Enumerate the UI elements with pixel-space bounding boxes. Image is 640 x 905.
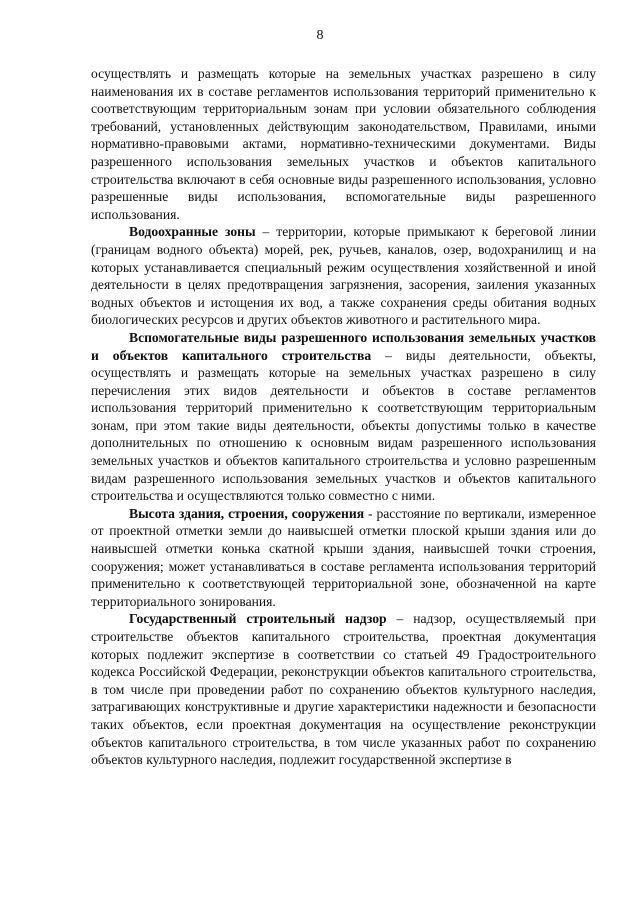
paragraph-term: Вспомогательные виды разрешенного использования земельных участков и объектов капитального строительства xyxy=(91,329,596,363)
paragraph-text: – виды деятельности, объекты, осуществлять и размещать которые на земельных участках разрешено в силу перечисления этих видов деятельности и объектов в составе регламентов использования территорий применительно к соответствующим территориальным зонам, при этом такие виды деятельности, объекты допустимы только в качестве дополнительных по отношению к основным видам разрешенного использования земельных участков и объектов капитального строительства и условно разрешенным видам разрешенного использования земельных участков и объектов капитального строительства и осуществляются только совместно с ними. xyxy=(91,347,597,504)
paragraph-building-height xyxy=(91,505,596,611)
paragraph-term: Водоохранные зоны xyxy=(129,224,256,240)
paragraph-continuation xyxy=(91,65,596,223)
paragraph-water-protection-zones xyxy=(91,223,596,329)
paragraph-text: – территории, которые примыкают к береговой линии (границам водного объекта) морей, рек, ручьев, каналов, озер, водохранилищ и на которых устанавливается специальный режим осуществления хозяйственной и иной деятельности в целях предотвращения загрязнения, засорения, заиления указанных водных объектов и истощения их вод, а также сохранения среды обитания водных биологических ресурсов и других объектов животного и растительного мира. xyxy=(91,224,596,328)
paragraph-term: Государственный строительный надзор xyxy=(129,611,387,627)
paragraph-text: – надзор, осуществляемый при строительстве объектов капитального строительства, проектная документация которых подлежит экспертизе в соответствии со статьей 49 Градостроительного кодекса Российской Федерации, реконструкции объектов капитального строительства, в том числе при проведении работ по сохранению объектов культурного наследия, затрагивающих конструктивные и другие характеристики надежности и безопасности таких объектов, если проектная документация на осуществление реконструкции объектов капитального строительства, в том числе указанных работ по сохранению объектов культурного наследия, подлежит государственной экспертизе в xyxy=(91,611,596,768)
paragraph-state-construction-supervision xyxy=(91,610,596,768)
paragraph-text: осуществлять и размещать которые на земельных участках разрешено в силу наименования их в составе регламентов использования территорий применительно к соответствующим территориальным зонам при условии обязательного соблюдения требований, установленных действующим законодательством, Правилами, иными нормативно-правовыми актами, нормативно-техническими документами. Виды разрешенного использования земельных участков и объектов капитального строительства включают в себя основные виды разрешенного использования, условно разрешенные виды использования, вспомогательные виды разрешенного использования. xyxy=(91,66,596,222)
paragraph-term: Высота здания, строения, сооружения xyxy=(129,505,365,521)
paragraph-auxiliary-uses xyxy=(91,329,596,505)
document-body xyxy=(91,65,596,769)
paragraph-text: - расстояние по вертикали, измеренное от проектной отметки земли до наивысшей отметки плоской крыши здания или до наивысшей отметки конька скатной крыши здания, наивысшей точки строения, сооружения; может устанавливаться в составе регламента использования территорий применительно к соответствующей территориальной зоне, обозначенной на карте территориального зонирования. xyxy=(91,505,596,609)
page-number: 8 xyxy=(316,28,324,43)
